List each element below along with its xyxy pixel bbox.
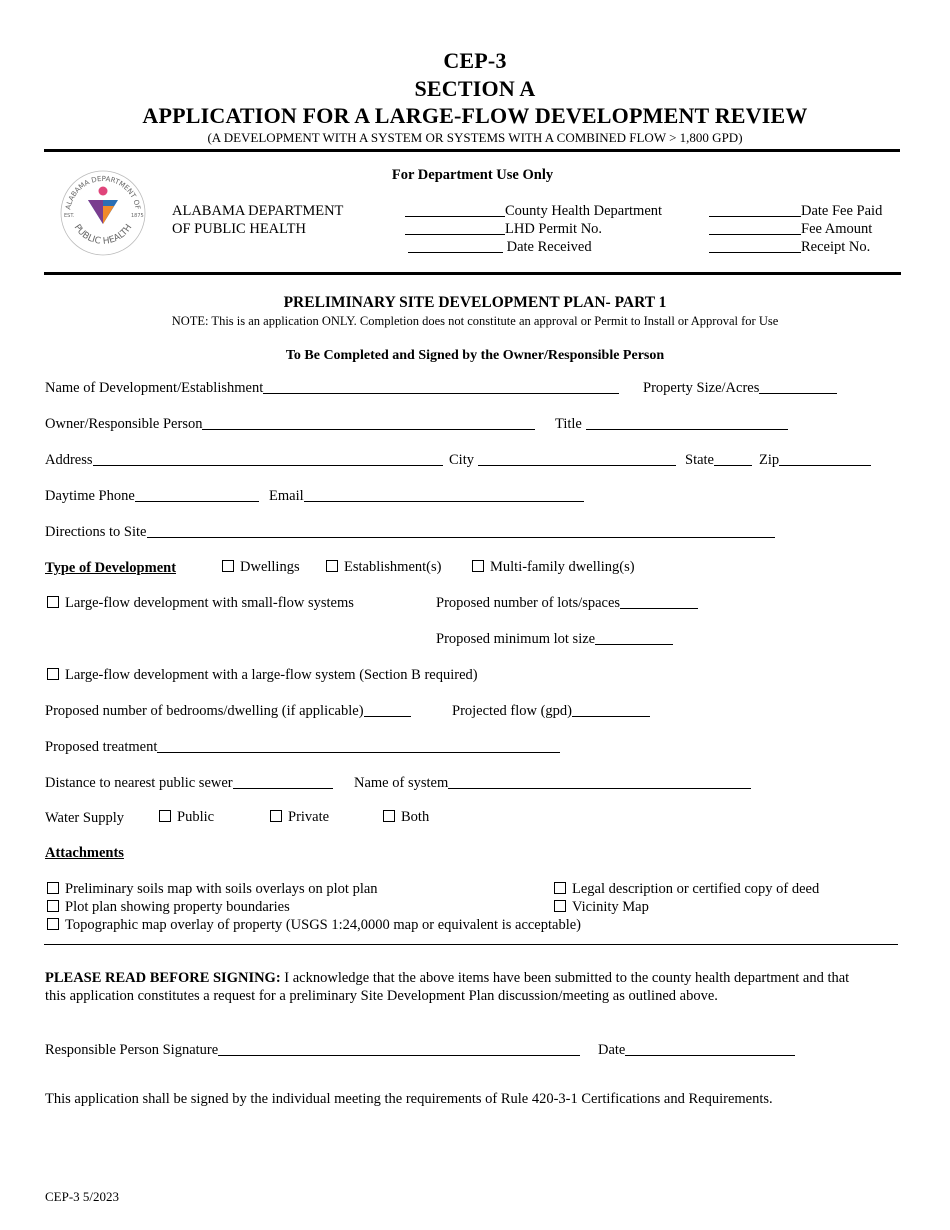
water-both-checkbox[interactable]: Both [383,809,429,826]
property-size-field[interactable]: Property Size/Acres [643,380,837,397]
water-private-checkbox[interactable]: Private [270,809,329,826]
org-name-line1: ALABAMA DEPARTMENT [172,203,344,219]
svg-text:PUBLIC HEALTH: PUBLIC HEALTH [71,222,135,247]
soils-map-checkbox[interactable]: Preliminary soils map with soils overlays on plot plan [47,881,378,898]
dept-box-divider [44,272,901,275]
topographic-map-checkbox[interactable]: Topographic map overlay of property (USGS 1:24,0000 map or equivalent is acceptable) [47,917,581,934]
signing-statement-line1: PLEASE READ BEFORE SIGNING: I acknowledge that the above items have been submitted to the county health department and that [45,970,850,986]
projected-flow-field[interactable]: Projected flow (gpd) [452,703,650,720]
zip-field[interactable]: Zip [759,452,871,469]
adph-logo-icon [58,166,148,256]
signature-field[interactable]: Responsible Person Signature [45,1042,580,1059]
small-flow-checkbox[interactable]: Large-flow development with small-flow systems [47,595,354,612]
name-of-development-field[interactable]: Name of Development/Establishment [45,380,619,397]
org-name-line2: OF PUBLIC HEALTH [172,221,307,237]
svg-text:EST.: EST. [64,213,75,219]
min-lot-size-field[interactable]: Proposed minimum lot size [436,631,673,648]
section-title: SECTION A [414,76,536,101]
signing-requirement-note: This application shall be signed by the individual meeting the requirements of Rule 420-3-1 Certifications and Requirements. [45,1091,773,1107]
part1-subheading: To Be Completed and Signed by the Owner/Responsible Person [285,348,665,363]
lots-spaces-field[interactable]: Proposed number of lots/spaces [436,595,698,612]
water-supply-label: Water Supply [45,810,124,826]
daytime-phone-field[interactable]: Daytime Phone [45,488,259,505]
part1-note: NOTE: This is an application ONLY. Completion does not constitute an approval or Permit to Install or Approval for Use [171,314,779,328]
bedrooms-field[interactable]: Proposed number of bedrooms/dwelling (if applicable) [45,703,411,720]
receipt-no-field[interactable]: Receipt No. [709,239,870,256]
distance-sewer-field[interactable]: Distance to nearest public sewer [45,775,333,792]
dwellings-checkbox[interactable]: Dwellings [222,559,300,576]
signature-date-field[interactable]: Date [598,1042,795,1059]
dept-use-heading: For Department Use Only [391,167,554,183]
title-field[interactable]: Title [555,416,788,433]
svg-text:1875: 1875 [131,213,144,219]
fee-amount-field[interactable]: Fee Amount [709,221,872,238]
directions-field[interactable]: Directions to Site [45,524,775,541]
multifamily-checkbox[interactable]: Multi-family dwelling(s) [472,559,635,576]
form-version: CEP-3 5/2023 [45,1189,120,1204]
attachments-divider [44,944,898,945]
address-field[interactable]: Address [45,452,443,469]
plot-plan-checkbox[interactable]: Plot plan showing property boundaries [47,899,290,916]
owner-field[interactable]: Owner/Responsible Person [45,416,535,433]
state-field[interactable]: State [685,452,752,469]
page-title: APPLICATION FOR A LARGE-FLOW DEVELOPMENT REVIEW [142,103,808,128]
large-flow-checkbox[interactable]: Large-flow development with a large-flow system (Section B required) [47,667,478,684]
date-received-field[interactable]: Date Received [408,239,592,256]
top-divider [44,149,900,152]
date-fee-paid-field[interactable]: Date Fee Paid [709,203,882,220]
form-code: CEP-3 [443,48,507,73]
water-public-checkbox[interactable]: Public [159,809,214,826]
svg-text:ALABAMA DEPARTMENT OF: ALABAMA DEPARTMENT OF [64,174,142,211]
proposed-treatment-field[interactable]: Proposed treatment [45,739,560,756]
vicinity-map-checkbox[interactable]: Vicinity Map [554,899,649,916]
part1-heading: PRELIMINARY SITE DEVELOPMENT PLAN- PART 1 [283,294,667,311]
name-of-system-field[interactable]: Name of system [354,775,751,792]
email-field[interactable]: Email [269,488,584,505]
attachments-label: Attachments [45,845,124,861]
page-subtitle: (A DEVELOPMENT WITH A SYSTEM OR SYSTEMS WITH A COMBINED FLOW > 1,800 GPD) [207,130,743,145]
type-of-development-label: Type of Development [45,560,177,576]
legal-description-checkbox[interactable]: Legal description or certified copy of deed [554,881,819,898]
county-health-dept-field[interactable]: County Health Department [405,203,662,220]
establishments-checkbox[interactable]: Establishment(s) [326,559,441,576]
lhd-permit-field[interactable]: LHD Permit No. [405,221,602,238]
signing-statement-line2: this application constitutes a request for a preliminary Site Development Plan discussion/meeting as outlined above. [45,988,718,1004]
city-field[interactable]: City [449,452,676,469]
